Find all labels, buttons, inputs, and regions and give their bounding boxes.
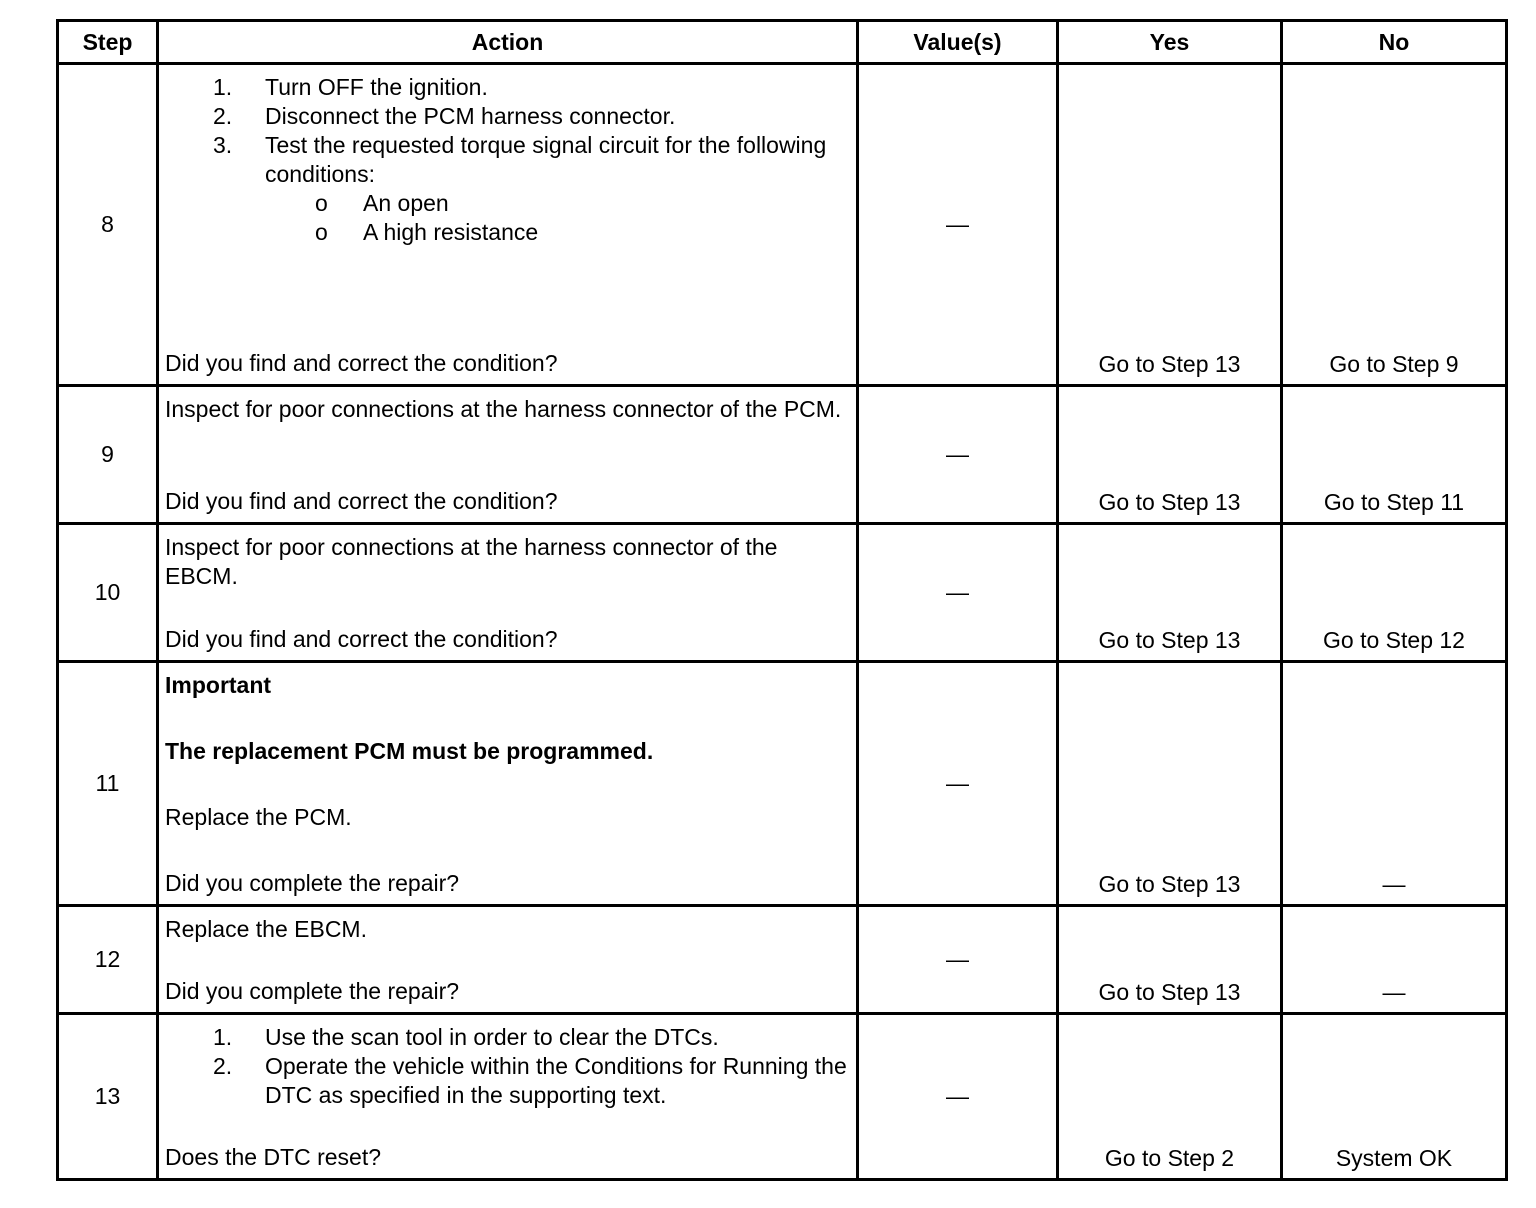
no-cell: Go to Step 9	[1282, 64, 1507, 386]
table-row-step-12	[58, 906, 1507, 1014]
header-action: Action	[158, 21, 858, 64]
action-question: Does the DTC reset?	[165, 1144, 382, 1170]
value-cell: —	[858, 524, 1058, 662]
action-cell	[158, 386, 858, 524]
table-row-step-13	[58, 1014, 1507, 1180]
step-number: 10	[58, 524, 158, 662]
value-cell: —	[858, 1014, 1058, 1180]
important-label: Important	[165, 672, 272, 698]
action-text: Inspect for poor connections at the harness connector of the EBCM.	[165, 534, 778, 589]
yes-cell: Go to Step 13	[1058, 64, 1282, 386]
table-row-step-8	[58, 64, 1507, 386]
step-number: 9	[58, 386, 158, 524]
no-cell: —	[1282, 662, 1507, 906]
value-cell: —	[858, 64, 1058, 386]
list-item: 1. Turn OFF the ignition.	[213, 74, 488, 100]
header-no: No	[1282, 21, 1507, 64]
step-number: 8	[58, 64, 158, 386]
action-question: Did you complete the repair?	[165, 870, 460, 896]
action-steps-list	[165, 73, 850, 247]
step-number: 11	[58, 662, 158, 906]
step-number: 12	[58, 906, 158, 1014]
list-item: 3. Test the requested torque signal circuit for the following conditions:	[213, 132, 827, 187]
action-question: Did you find and correct the condition?	[165, 488, 558, 514]
action-steps-list	[165, 1023, 850, 1110]
action-question: Did you find and correct the condition?	[165, 626, 558, 652]
table-row-step-9	[58, 386, 1507, 524]
yes-cell: Go to Step 13	[1058, 906, 1282, 1014]
no-cell: Go to Step 11	[1282, 386, 1507, 524]
action-cell	[158, 524, 858, 662]
yes-cell: Go to Step 13	[1058, 386, 1282, 524]
no-cell: System OK	[1282, 1014, 1507, 1180]
action-text: Replace the PCM.	[165, 804, 352, 830]
header-values: Value(s)	[858, 21, 1058, 64]
important-text: The replacement PCM must be programmed.	[165, 738, 654, 764]
step-number: 13	[58, 1014, 158, 1180]
header-row	[58, 21, 1507, 64]
action-cell	[158, 662, 858, 906]
no-cell: Go to Step 12	[1282, 524, 1507, 662]
action-cell	[158, 1014, 858, 1180]
sub-list-item: o An open	[315, 190, 449, 216]
list-item: 1. Use the scan tool in order to clear the DTCs.	[213, 1024, 719, 1050]
table-row-step-11	[58, 662, 1507, 906]
yes-cell: Go to Step 2	[1058, 1014, 1282, 1180]
sub-list-item: o A high resistance	[315, 219, 539, 245]
table-row-step-10	[58, 524, 1507, 662]
action-text: Replace the EBCM.	[165, 916, 367, 942]
action-question: Did you complete the repair?	[165, 978, 460, 1004]
header-yes: Yes	[1058, 21, 1282, 64]
yes-cell: Go to Step 13	[1058, 662, 1282, 906]
value-cell: —	[858, 662, 1058, 906]
yes-cell: Go to Step 13	[1058, 524, 1282, 662]
action-cell	[158, 906, 858, 1014]
action-question: Did you find and correct the condition?	[165, 350, 558, 376]
no-cell: —	[1282, 906, 1507, 1014]
action-cell	[158, 64, 858, 386]
value-cell: —	[858, 386, 1058, 524]
list-item: 2. Operate the vehicle within the Conditions for Running the DTC as specified in the supporting text.	[213, 1053, 847, 1108]
diagnostic-table	[56, 19, 1508, 1181]
value-cell: —	[858, 906, 1058, 1014]
action-text: Inspect for poor connections at the harness connector of the PCM.	[165, 396, 842, 422]
header-step: Step	[58, 21, 158, 64]
list-item: 2. Disconnect the PCM harness connector.	[213, 103, 676, 129]
